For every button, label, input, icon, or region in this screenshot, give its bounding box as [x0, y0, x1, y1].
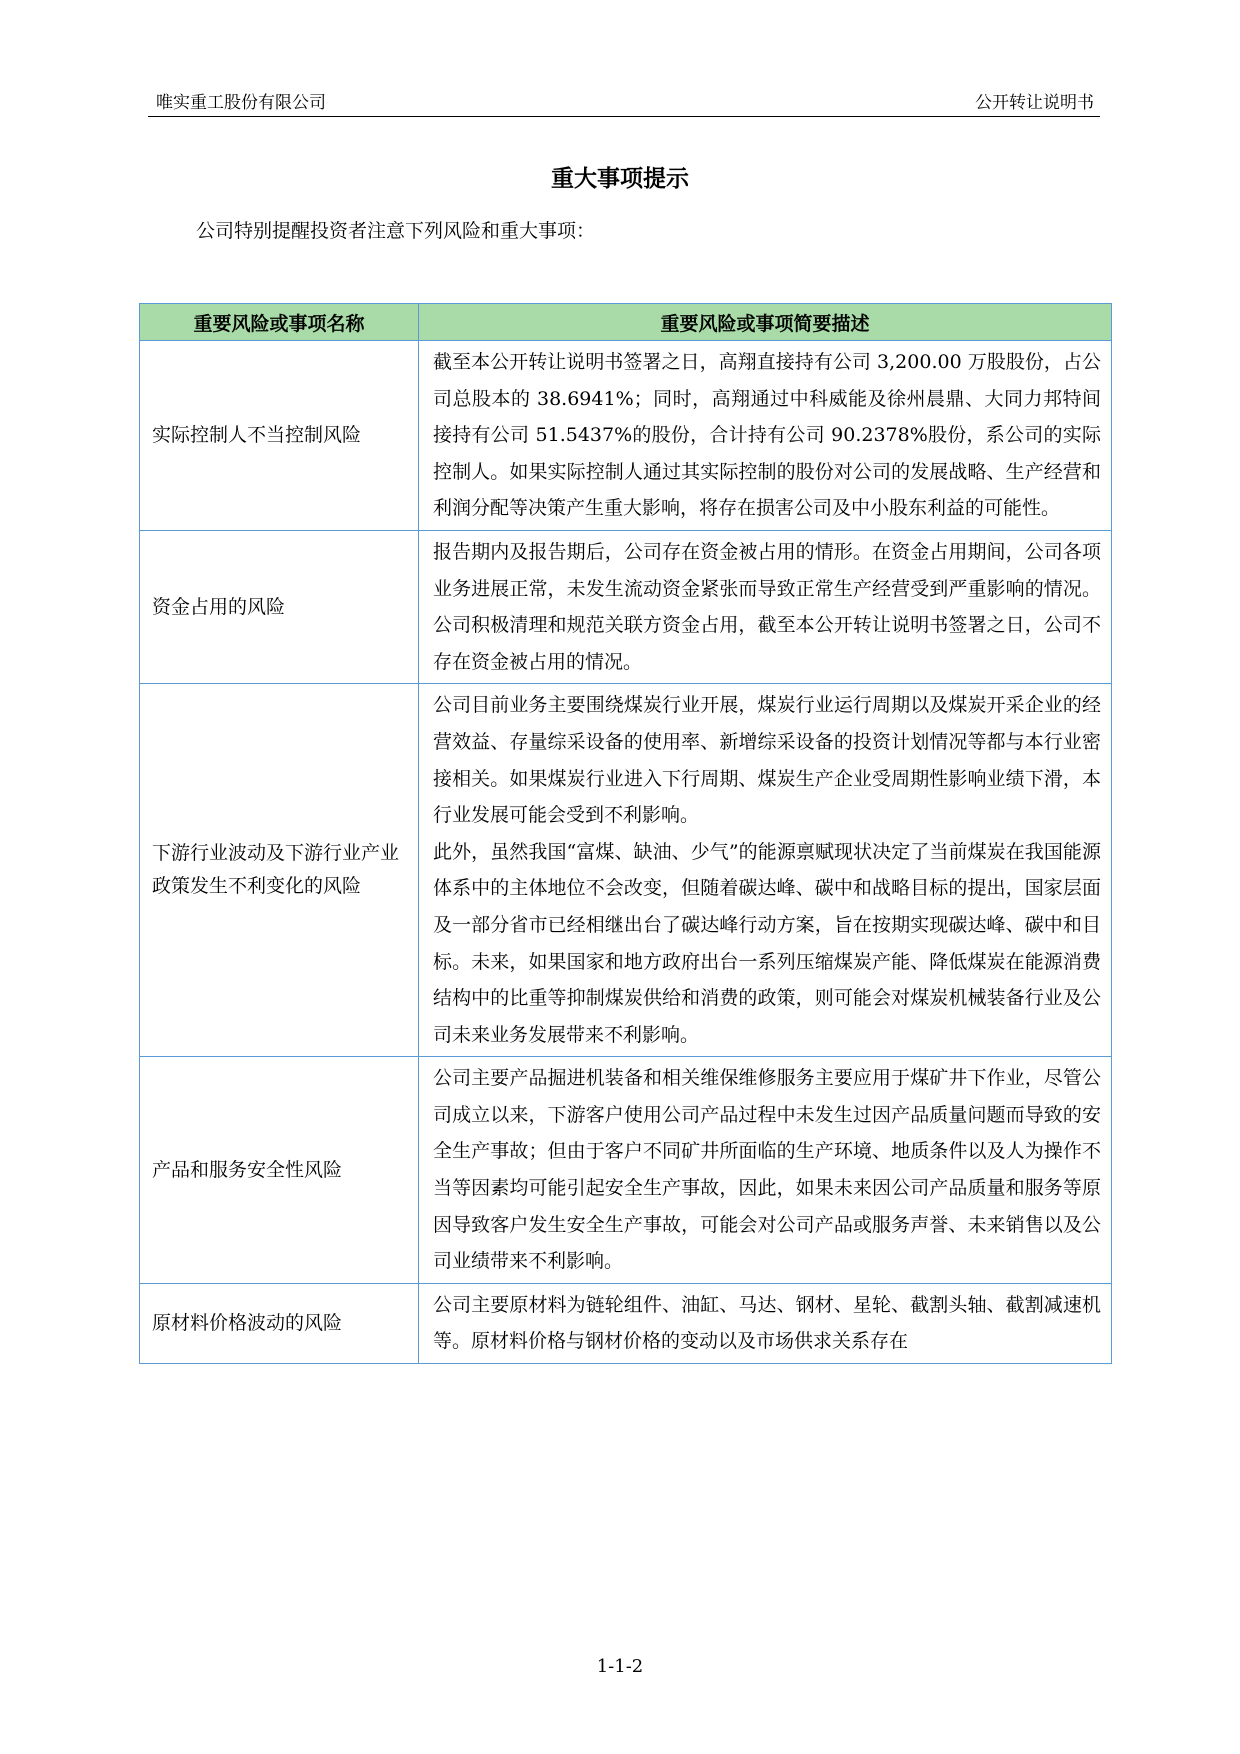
table-header-row: [140, 304, 1112, 341]
risk-description-paragraph: 此外，虽然我国“富煤、缺油、少气”的能源禀赋现状决定了当前煤炭在我国能源体系中的主体地位不会改变，但随着碳达峰、碳中和战略目标的提出，国家层面及一部分省市已经相继出台了碳达峰行动方案，旨在按期实现碳达峰、碳中和目标。未来，如果国家和地方政府出台一系列压缩煤炭产能、降低煤炭在能源消费结构中的比重等抑制煤炭供给和消费的政策，则可能会对煤炭机械装备行业及公司未来业务发展带来不利影响。: [433, 840, 1101, 1046]
risk-name: 产品和服务安全性风险: [140, 1057, 419, 1284]
risk-description-paragraph: 公司目前业务主要围绕煤炭行业开展，煤炭行业运行周期以及煤炭开采企业的经营效益、存量综采设备的使用率、新增综采设备的投资计划情况等都与本行业密接相关。如果煤炭行业进入下行周期、煤炭生产企业受周期性影响业绩下滑，本行业发展可能会受到不利影响。: [433, 694, 1101, 827]
risk-description: [419, 1057, 1112, 1284]
risk-name: 实际控制人不当控制风险: [140, 341, 419, 531]
column-header-name: 重要风险或事项名称: [140, 304, 419, 341]
risk-description-paragraph: 截至本公开转让说明书签署之日，高翔直接持有公司 3,200.00 万股股份，占公司总股本的 38.6941%；同时，高翔通过中科威能及徐州晨鼎、大同力邦特间接持有公司 51.5437%的股份，合计持有公司 90.2378%股份，系公司的实际控制人。如果实际控制人通过其实际控制的股份对公司的发展战略、生产经营和利润分配等决策产生重大影响，将存在损害公司及中小股东利益的可能性。: [433, 351, 1101, 520]
column-header-description: 重要风险或事项简要描述: [419, 304, 1112, 341]
risk-description: [419, 341, 1112, 531]
risk-name: 下游行业波动及下游行业产业政策发生不利变化的风险: [140, 684, 419, 1057]
table-row: [140, 684, 1112, 1057]
risk-description: [419, 684, 1112, 1057]
table-row: [140, 1057, 1112, 1284]
page-header: [148, 86, 1100, 117]
page-title: 重大事项提示: [551, 165, 689, 192]
risk-name: 原材料价格波动的风险: [140, 1283, 419, 1363]
risk-description-paragraph: 公司主要产品掘进机装备和相关维保维修服务主要应用于煤矿井下作业，尽管公司成立以来，下游客户使用公司产品过程中未发生过因产品质量问题而导致的安全生产事故；但由于客户不同矿井所面临的生产环境、地质条件以及人为操作不当等因素均可能引起安全生产事故，因此，如果未来因公司产品质量和服务等原因导致客户发生安全生产事故，可能会对公司产品或服务声誉、未来销售以及公司业绩带来不利影响。: [433, 1067, 1101, 1273]
risk-description-paragraph: 公司主要原材料为链轮组件、油缸、马达、钢材、星轮、截割头轴、截割减速机等。原材料价格与钢材价格的变动以及市场供求关系存在: [433, 1293, 1101, 1353]
document-type: 公开转让说明书: [975, 93, 1094, 113]
intro-text: 公司特别提醒投资者注意下列风险和重大事项：: [196, 220, 596, 242]
risk-description-paragraph: 报告期内及报告期后，公司存在资金被占用的情形。在资金占用期间，公司各项业务进展正常，未发生流动资金紧张而导致正常生产经营受到严重影响的情况。公司积极清理和规范关联方资金占用，截至本公开转让说明书签署之日，公司不存在资金被占用的情况。: [433, 540, 1101, 673]
risk-table: [139, 303, 1112, 1364]
risk-description: [419, 1283, 1112, 1363]
table-row: [140, 530, 1112, 683]
page-number: 1-1-2: [596, 1656, 644, 1677]
risk-name: 资金占用的风险: [140, 530, 419, 683]
risk-description: [419, 530, 1112, 683]
company-name: 唯实重工股份有限公司: [156, 93, 326, 113]
table-row: [140, 1283, 1112, 1363]
table-row: [140, 341, 1112, 531]
